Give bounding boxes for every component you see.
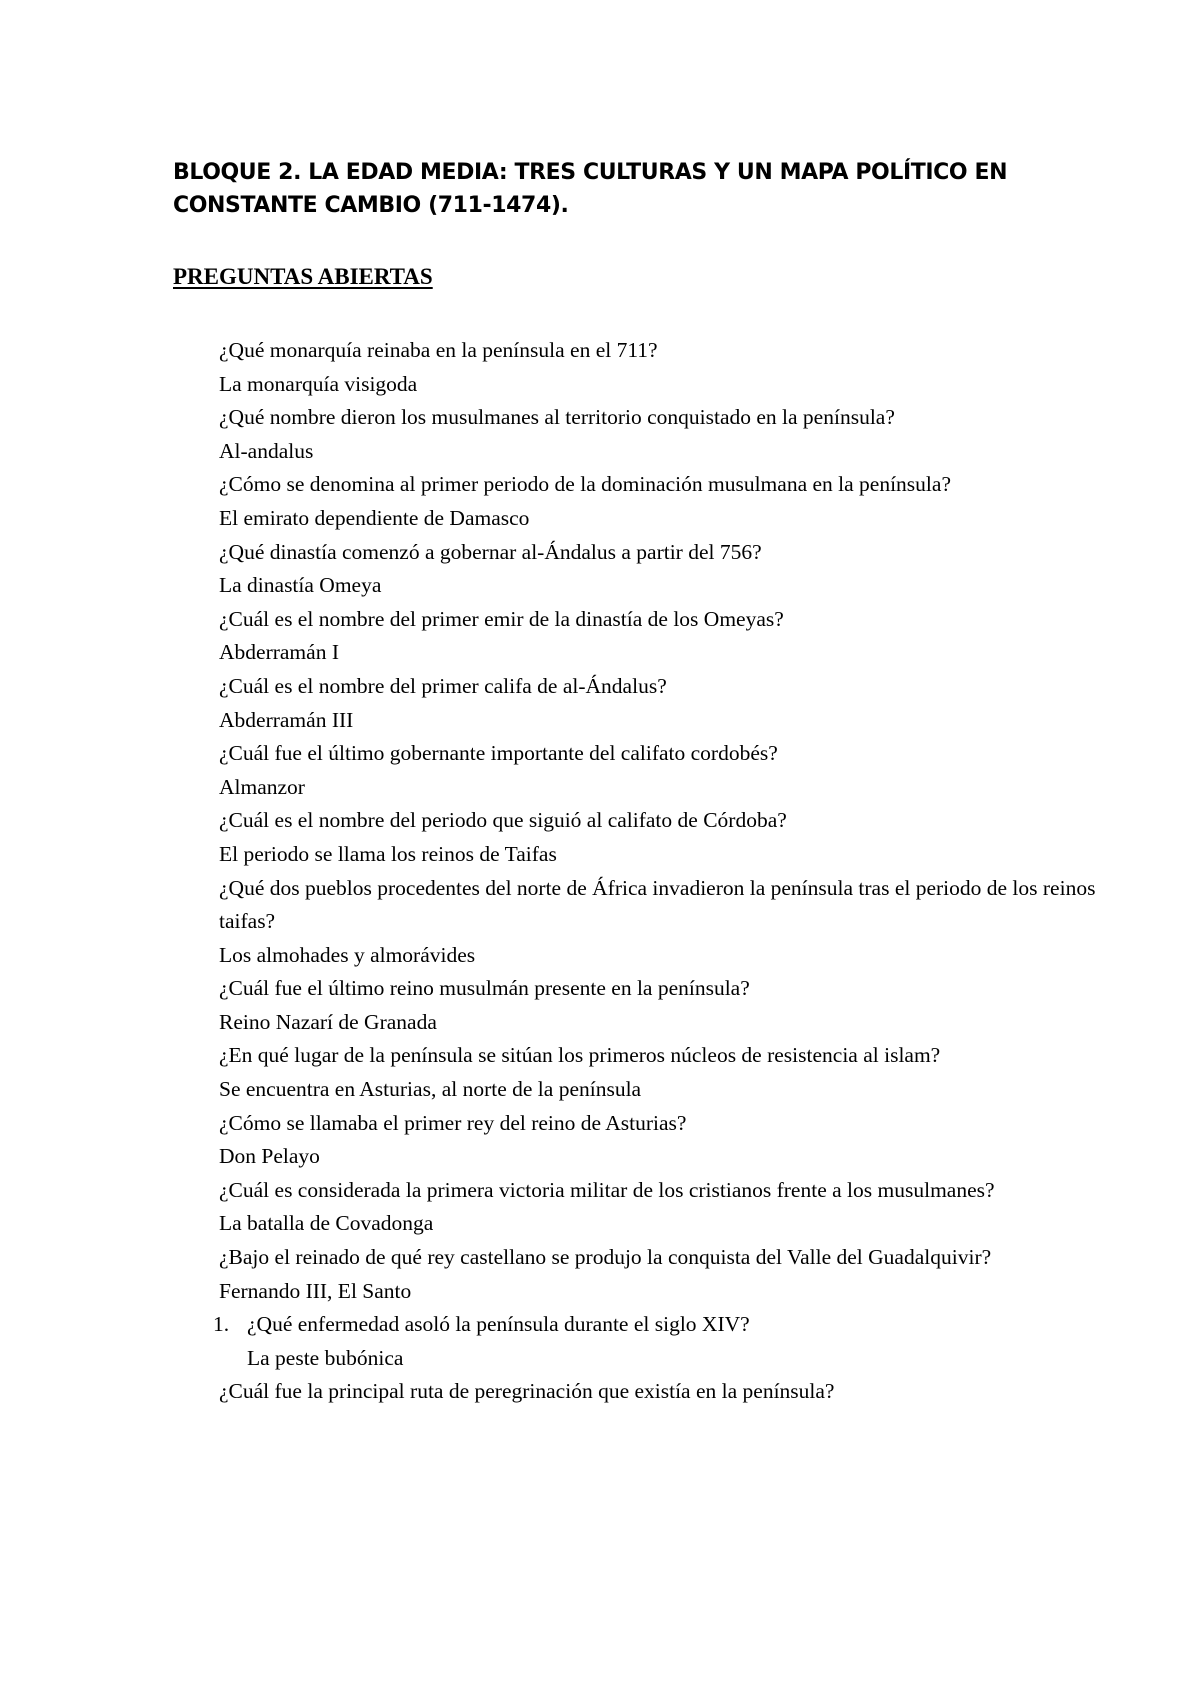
question-16: ¿Cuál fue la principal ruta de peregrinación que existía en la península? — [219, 1379, 835, 1404]
document-title — [173, 156, 1053, 222]
answer-15: La peste bubónica — [247, 1345, 404, 1370]
numbered-list-item — [213, 1308, 1119, 1375]
answer-4: La dinastía Omeya — [219, 573, 382, 598]
question-14: ¿Bajo el reinado de qué rey castellano se produjo la conquista del Valle del Guadalquivir? — [219, 1245, 992, 1270]
question-12: ¿Cómo se llamaba el primer rey del reino de Asturias? — [219, 1110, 687, 1135]
question-15: ¿Qué enfermedad asoló la península durante el siglo XIV? — [247, 1312, 750, 1337]
answer-3: El emirato dependiente de Damasco — [219, 505, 530, 530]
question-10: ¿Cuál fue el último reino musulmán presente en la península? — [219, 976, 750, 1001]
answer-14: Fernando III, El Santo — [219, 1278, 412, 1303]
answer-9: Los almohades y almorávides — [219, 942, 476, 967]
title-line-1: BLOQUE 2. LA EDAD MEDIA: TRES CULTURAS Y UN MAPA POLÍTICO EN — [173, 160, 1008, 185]
question-6: ¿Cuál es el nombre del primer califa de al-Ándalus? — [219, 673, 667, 698]
question-1: ¿Qué monarquía reinaba en la península en el 711? — [219, 338, 658, 362]
answer-1: La monarquía visigoda — [219, 371, 418, 396]
question-4: ¿Qué dinastía comenzó a gobernar al-Ándalus a partir del 756? — [219, 539, 762, 564]
question-8: ¿Cuál es el nombre del periodo que siguió al califato de Córdoba? — [219, 808, 787, 833]
question-11: ¿En qué lugar de la península se sitúan los primeros núcleos de resistencia al islam? — [219, 1043, 941, 1068]
answer-11: Se encuentra en Asturias, al norte de la península — [219, 1077, 642, 1102]
answer-6: Abderramán III — [219, 707, 354, 732]
question-9: ¿Qué dos pueblos procedentes del norte de África invadieron la península tras el periodo de los reinos taifas? — [219, 875, 1096, 934]
answer-13: La batalla de Covadonga — [219, 1211, 434, 1236]
answer-10: Reino Nazarí de Granada — [219, 1009, 437, 1034]
question-5: ¿Cuál es el nombre del primer emir de la dinastía de los Omeyas? — [219, 606, 784, 631]
qa-list — [213, 334, 1119, 1409]
answer-5: Abderramán I — [219, 640, 339, 665]
list-number: 1. — [213, 1312, 230, 1337]
answer-8: El periodo se llama los reinos de Taifas — [219, 841, 557, 866]
answer-12: Don Pelayo — [219, 1144, 320, 1169]
answer-2: Al-andalus — [219, 438, 314, 463]
question-3: ¿Cómo se denomina al primer periodo de la dominación musulmana en la península? — [219, 472, 951, 497]
question-13: ¿Cuál es considerada la primera victoria militar de los cristianos frente a los musulmanes? — [219, 1177, 995, 1202]
section-heading: PREGUNTAS ABIERTAS — [173, 264, 433, 289]
answer-7: Almanzor — [219, 774, 305, 799]
question-2: ¿Qué nombre dieron los musulmanes al territorio conquistado en la península? — [219, 405, 895, 430]
question-7: ¿Cuál fue el último gobernante importante del califato cordobés? — [219, 741, 778, 766]
title-line-2: CONSTANTE CAMBIO (711-1474). — [173, 193, 569, 218]
